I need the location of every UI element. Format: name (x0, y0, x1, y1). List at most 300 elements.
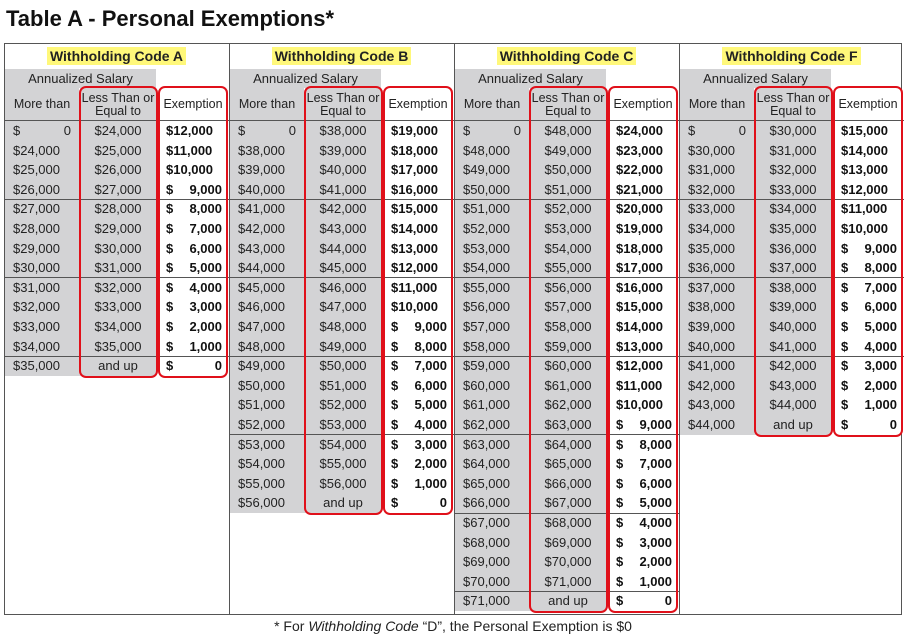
exemption-cell (608, 474, 678, 494)
more-than-cell: $61,000 (463, 397, 510, 413)
group-rule (679, 199, 904, 200)
exemption-cell: $11,000 (391, 279, 438, 295)
less-than-cell: $40,000 (769, 319, 817, 334)
group-rule (229, 356, 454, 357)
amount: 0 (889, 417, 897, 432)
more-than-cell: $33,000 (688, 201, 735, 217)
currency-sign: $ (841, 358, 849, 374)
group-rule (454, 277, 679, 278)
exemption-cell: $12,000 (391, 260, 438, 276)
currency-sign: $ (238, 123, 246, 138)
amount: 9,000 (639, 417, 672, 432)
exemption-cell: $19,000 (391, 123, 438, 138)
exemption-cell (608, 435, 678, 455)
exemption-cell (158, 278, 228, 298)
col-header-more-than: More than (5, 88, 79, 121)
less-than-cell: $47,000 (319, 299, 367, 315)
exemption-cell: $15,000 (616, 299, 663, 315)
currency-sign: $ (166, 240, 174, 256)
amount: 2,000 (864, 377, 897, 393)
less-than-cell: $42,000 (319, 201, 367, 217)
less-than-cell: $39,000 (319, 142, 367, 158)
panel-a (4, 43, 229, 615)
exemption-cell (608, 513, 678, 533)
more-than-cell: $41,000 (238, 201, 285, 217)
exemption-cell (383, 474, 453, 494)
amount: 6,000 (189, 240, 222, 256)
exemption-cell: $12,000 (841, 181, 888, 197)
less-than-cell: $30,000 (94, 240, 142, 256)
less-than-cell: $27,000 (94, 181, 142, 197)
exemption-cell (608, 533, 678, 553)
amount: 9,000 (864, 240, 897, 256)
more-than-cell (455, 121, 529, 141)
withholding-code-header (679, 43, 904, 68)
amount: 0 (214, 358, 222, 374)
currency-sign: $ (463, 123, 471, 138)
group-rule (454, 434, 679, 435)
more-than-cell: $46,000 (238, 299, 285, 315)
currency-sign: $ (391, 358, 399, 374)
currency-sign: $ (166, 221, 174, 236)
more-than-cell: $52,000 (238, 417, 285, 432)
more-than-cell: $32,000 (13, 299, 60, 315)
less-than-cell: $45,000 (319, 260, 367, 276)
group-rule (4, 199, 229, 200)
currency-sign: $ (391, 319, 399, 334)
less-than-cell: $52,000 (544, 201, 592, 217)
less-than-cell: $52,000 (319, 397, 367, 413)
currency-sign: $ (166, 260, 174, 276)
more-than-cell: $39,000 (238, 162, 285, 178)
currency-sign: $ (616, 534, 624, 550)
less-than-cell: $31,000 (94, 260, 142, 276)
amount: 9,000 (189, 181, 222, 197)
amount: 4,000 (414, 417, 447, 432)
exemption-cell: $12,000 (616, 358, 663, 374)
group-rule (679, 356, 904, 357)
footnote-suffix: “D”, the Personal Exemption is $0 (418, 618, 632, 634)
exemption-cell (608, 454, 678, 474)
less-than-cell: $43,000 (319, 221, 367, 236)
withholding-code-header (4, 43, 229, 68)
col-header-less-than: Less Than or Equal to (80, 88, 156, 121)
currency-sign: $ (841, 377, 849, 393)
exemption-cell: $11,000 (166, 142, 213, 158)
amount: 0 (288, 123, 296, 138)
amount: 8,000 (864, 260, 897, 276)
less-than-cell: $58,000 (544, 319, 592, 334)
more-than-cell (680, 121, 754, 141)
currency-sign: $ (841, 338, 849, 354)
less-than-cell: $49,000 (319, 338, 367, 354)
less-than-cell: and up (323, 495, 363, 511)
exemption-cell: $18,000 (391, 142, 438, 158)
currency-sign: $ (841, 260, 849, 276)
less-than-cell: $65,000 (544, 456, 592, 472)
less-than-cell: $53,000 (319, 417, 367, 432)
exemption-cell (833, 258, 903, 278)
withholding-code-header (229, 43, 454, 68)
amount: 8,000 (414, 338, 447, 354)
less-than-cell: $51,000 (544, 181, 592, 197)
exemption-cell (383, 337, 453, 357)
less-than-cell: $67,000 (544, 495, 592, 511)
less-than-cell: $33,000 (94, 299, 142, 315)
amount: 3,000 (414, 436, 447, 452)
more-than-cell: $31,000 (688, 162, 735, 178)
amount: 7,000 (864, 279, 897, 295)
amount: 6,000 (864, 299, 897, 315)
annualized-salary-header: Annualized Salary (680, 69, 831, 88)
less-than-cell: $54,000 (319, 436, 367, 452)
withholding-code-label: Withholding Code F (722, 47, 860, 65)
less-than-cell: and up (548, 593, 588, 609)
exemption-cell (833, 337, 903, 357)
exemption-cell: $10,000 (391, 299, 438, 315)
more-than-cell: $65,000 (463, 475, 510, 491)
more-than-cell: $64,000 (463, 456, 510, 472)
exemption-cell: $17,000 (616, 260, 663, 276)
exemption-cell: $16,000 (616, 279, 663, 295)
exemption-cell (383, 376, 453, 396)
footnote (0, 617, 906, 635)
exemption-cell: $21,000 (616, 181, 663, 197)
currency-sign: $ (166, 338, 174, 354)
more-than-cell: $51,000 (238, 397, 285, 413)
group-rule (454, 591, 679, 592)
less-than-cell: $56,000 (544, 279, 592, 295)
currency-sign: $ (688, 123, 696, 138)
col-header-less-than: Less Than or Equal to (755, 88, 831, 121)
amount: 2,000 (189, 319, 222, 334)
footnote-italic: Withholding Code (308, 618, 419, 634)
amount: 0 (63, 123, 71, 138)
exemption-cell: $22,000 (616, 162, 663, 178)
more-than-cell: $49,000 (463, 162, 510, 178)
amount: 4,000 (864, 338, 897, 354)
exemption-cell (383, 454, 453, 474)
amount: 5,000 (414, 397, 447, 413)
amount: 1,000 (414, 475, 447, 491)
amount: 5,000 (864, 319, 897, 334)
amount: 8,000 (189, 201, 222, 217)
exemption-cell: $20,000 (616, 201, 663, 217)
more-than-cell: $43,000 (238, 240, 285, 256)
more-than-cell: $26,000 (13, 181, 60, 197)
currency-sign: $ (841, 279, 849, 295)
currency-sign: $ (166, 299, 174, 315)
exemption-cell (833, 317, 903, 337)
more-than-cell: $30,000 (688, 142, 735, 158)
less-than-cell: $38,000 (769, 279, 817, 295)
exemption-cell (158, 199, 228, 219)
less-than-cell: $46,000 (319, 279, 367, 295)
less-than-cell: $40,000 (319, 162, 367, 178)
more-than-cell: $30,000 (13, 260, 60, 276)
more-than-cell: $67,000 (463, 515, 510, 530)
col-header-more-than: More than (680, 88, 754, 121)
less-than-cell: and up (98, 358, 138, 374)
group-rule (4, 277, 229, 278)
less-than-cell: $55,000 (319, 456, 367, 472)
less-than-cell: $38,000 (319, 123, 367, 138)
more-than-cell: $50,000 (463, 181, 510, 197)
exemption-cell: $12,000 (166, 123, 213, 138)
currency-sign: $ (166, 358, 174, 374)
more-than-cell: $54,000 (463, 260, 510, 276)
less-than-cell: $35,000 (94, 338, 142, 354)
more-than-cell: $62,000 (463, 417, 510, 432)
amount: 7,000 (414, 358, 447, 374)
exemption-cell (383, 317, 453, 337)
less-than-cell: $44,000 (769, 397, 817, 413)
amount: 3,000 (189, 299, 222, 315)
less-than-cell: $34,000 (94, 319, 142, 334)
currency-sign: $ (841, 397, 849, 413)
amount: 7,000 (639, 456, 672, 472)
currency-sign: $ (13, 123, 21, 138)
currency-sign: $ (391, 495, 399, 511)
exemption-cell: $14,000 (391, 221, 438, 236)
currency-sign: $ (391, 338, 399, 354)
exemption-cell (383, 415, 453, 435)
more-than-cell: $44,000 (238, 260, 285, 276)
col-header-more-than: More than (230, 88, 304, 121)
less-than-cell: and up (773, 417, 813, 432)
currency-sign: $ (391, 436, 399, 452)
more-than-cell: $42,000 (238, 221, 285, 236)
less-than-cell: $43,000 (769, 377, 817, 393)
group-rule (229, 277, 454, 278)
exemption-cell: $10,000 (841, 221, 888, 236)
more-than-cell: $55,000 (463, 279, 510, 295)
col-header-less-than: Less Than or Equal to (305, 88, 381, 121)
less-than-cell: $36,000 (769, 240, 817, 256)
group-rule (4, 356, 229, 357)
more-than-cell: $50,000 (238, 377, 285, 393)
exemption-cell: $15,000 (841, 123, 888, 138)
more-than-cell: $43,000 (688, 397, 735, 413)
exemption-cell: $13,000 (841, 162, 888, 178)
more-than-cell: $32,000 (688, 181, 735, 197)
exemption-cell (608, 552, 678, 572)
currency-sign: $ (841, 319, 849, 334)
more-than-cell (230, 121, 304, 141)
more-than-cell: $40,000 (238, 181, 285, 197)
amount: 0 (664, 593, 672, 609)
exemption-cell: $15,000 (391, 201, 438, 217)
annualized-salary-header: Annualized Salary (5, 69, 156, 88)
less-than-cell: $69,000 (544, 534, 592, 550)
less-than-cell: $32,000 (769, 162, 817, 178)
amount: 7,000 (189, 221, 222, 236)
panel-c (454, 43, 679, 615)
more-than-cell: $56,000 (238, 495, 285, 511)
amount: 0 (738, 123, 746, 138)
group-rule (454, 199, 679, 200)
more-than-cell: $56,000 (463, 299, 510, 315)
more-than-cell: $33,000 (13, 319, 60, 334)
more-than-cell: $51,000 (463, 201, 510, 217)
more-than-cell: $24,000 (13, 142, 60, 158)
currency-sign: $ (166, 279, 174, 295)
currency-sign: $ (391, 475, 399, 491)
less-than-cell: $57,000 (544, 299, 592, 315)
more-than-cell: $53,000 (463, 240, 510, 256)
more-than-cell: $35,000 (13, 358, 60, 374)
group-rule (679, 277, 904, 278)
exemption-cell (608, 415, 678, 435)
less-than-cell: $55,000 (544, 260, 592, 276)
more-than-cell: $40,000 (688, 338, 735, 354)
exemption-cell (833, 278, 903, 298)
less-than-cell: $39,000 (769, 299, 817, 315)
less-than-cell: $50,000 (544, 162, 592, 178)
amount: 3,000 (864, 358, 897, 374)
exemption-cell (158, 239, 228, 259)
footnote-prefix: * For (274, 618, 309, 634)
more-than-cell: $28,000 (13, 221, 60, 236)
amount: 2,000 (639, 554, 672, 570)
exemption-cell (608, 572, 678, 592)
less-than-cell: $33,000 (769, 181, 817, 197)
exemption-cell: $11,000 (841, 201, 888, 217)
currency-sign: $ (616, 495, 624, 511)
exemption-cell (158, 297, 228, 317)
more-than-cell: $45,000 (238, 279, 285, 295)
amount: 5,000 (189, 260, 222, 276)
amount: 9,000 (414, 319, 447, 334)
exemption-cell (833, 356, 903, 376)
currency-sign: $ (616, 593, 624, 609)
less-than-cell: $70,000 (544, 554, 592, 570)
less-than-cell: $71,000 (544, 573, 592, 589)
withholding-code-header (454, 43, 679, 68)
more-than-cell: $53,000 (238, 436, 285, 452)
exemption-cell: $16,000 (391, 181, 438, 197)
less-than-cell: $30,000 (769, 123, 817, 138)
less-than-cell: $31,000 (769, 142, 817, 158)
less-than-cell: $24,000 (94, 123, 142, 138)
exemption-cell: $10,000 (166, 162, 213, 178)
more-than-cell: $38,000 (238, 142, 285, 158)
less-than-cell: $34,000 (769, 201, 817, 217)
more-than-cell: $66,000 (463, 495, 510, 511)
more-than-cell: $38,000 (688, 299, 735, 315)
currency-sign: $ (841, 299, 849, 315)
col-header-exemption: Exemption (838, 97, 898, 111)
exemption-cell (158, 337, 228, 357)
less-than-cell: $68,000 (544, 515, 592, 530)
exemption-cell: $13,000 (616, 338, 663, 354)
exemption-cell (158, 356, 228, 376)
exemption-cell (158, 219, 228, 239)
less-than-cell: $56,000 (319, 475, 367, 491)
group-rule (229, 199, 454, 200)
amount: 4,000 (189, 279, 222, 295)
more-than-cell: $71,000 (463, 593, 510, 609)
col-header-exemption: Exemption (163, 97, 223, 111)
exemption-cell (158, 317, 228, 337)
less-than-cell: $41,000 (319, 181, 367, 197)
less-than-cell: $32,000 (94, 279, 142, 295)
group-rule (454, 356, 679, 357)
currency-sign: $ (391, 417, 399, 432)
more-than-cell: $44,000 (688, 417, 735, 432)
more-than-cell: $70,000 (463, 573, 510, 589)
less-than-cell: $49,000 (544, 142, 592, 158)
exemption-cell: $13,000 (391, 240, 438, 256)
exemption-cell (833, 415, 903, 435)
exemption-cell (383, 356, 453, 376)
more-than-cell: $54,000 (238, 456, 285, 472)
exemption-cell (383, 395, 453, 415)
more-than-cell: $63,000 (463, 436, 510, 452)
currency-sign: $ (841, 417, 849, 432)
currency-sign: $ (841, 240, 849, 256)
col-header-exemption: Exemption (388, 97, 448, 111)
more-than-cell: $49,000 (238, 358, 285, 374)
less-than-cell: $35,000 (769, 221, 817, 236)
exemption-cell (608, 493, 678, 513)
more-than-cell: $59,000 (463, 358, 510, 374)
annualized-salary-header: Annualized Salary (455, 69, 606, 88)
amount: 0 (439, 495, 447, 511)
withholding-code-label: Withholding Code A (47, 47, 186, 65)
more-than-cell: $34,000 (688, 221, 735, 236)
less-than-cell: $26,000 (94, 162, 142, 178)
exemption-cell: $19,000 (616, 221, 663, 236)
less-than-cell: $29,000 (94, 221, 142, 236)
more-than-cell: $52,000 (463, 221, 510, 236)
exemption-cell: $17,000 (391, 162, 438, 178)
amount: 1,000 (639, 573, 672, 589)
amount: 1,000 (189, 338, 222, 354)
panel-b (229, 43, 454, 615)
less-than-cell: $51,000 (319, 377, 367, 393)
less-than-cell: $62,000 (544, 397, 592, 413)
less-than-cell: $37,000 (769, 260, 817, 276)
more-than-cell: $29,000 (13, 240, 60, 256)
amount: 0 (513, 123, 521, 138)
panel-f (679, 43, 904, 615)
exemption-cell (833, 376, 903, 396)
exemption-cell: $24,000 (616, 123, 663, 138)
more-than-cell: $36,000 (688, 260, 735, 276)
less-than-cell: $48,000 (319, 319, 367, 334)
col-header-less-than: Less Than or Equal to (530, 88, 606, 121)
exemption-cell (833, 239, 903, 259)
more-than-cell: $41,000 (688, 358, 735, 374)
exemption-cell: $14,000 (616, 319, 663, 334)
currency-sign: $ (166, 319, 174, 334)
currency-sign: $ (616, 515, 624, 530)
currency-sign: $ (391, 377, 399, 393)
more-than-cell: $42,000 (688, 377, 735, 393)
exemption-cell (833, 395, 903, 415)
exemption-cell (608, 591, 678, 611)
annualized-salary-header: Annualized Salary (230, 69, 381, 88)
more-than-cell: $35,000 (688, 240, 735, 256)
currency-sign: $ (616, 436, 624, 452)
less-than-cell: $25,000 (94, 142, 142, 158)
exemption-cell: $18,000 (616, 240, 663, 256)
more-than-cell: $58,000 (463, 338, 510, 354)
amount: 1,000 (864, 397, 897, 413)
more-than-cell: $57,000 (463, 319, 510, 334)
group-rule (229, 434, 454, 435)
